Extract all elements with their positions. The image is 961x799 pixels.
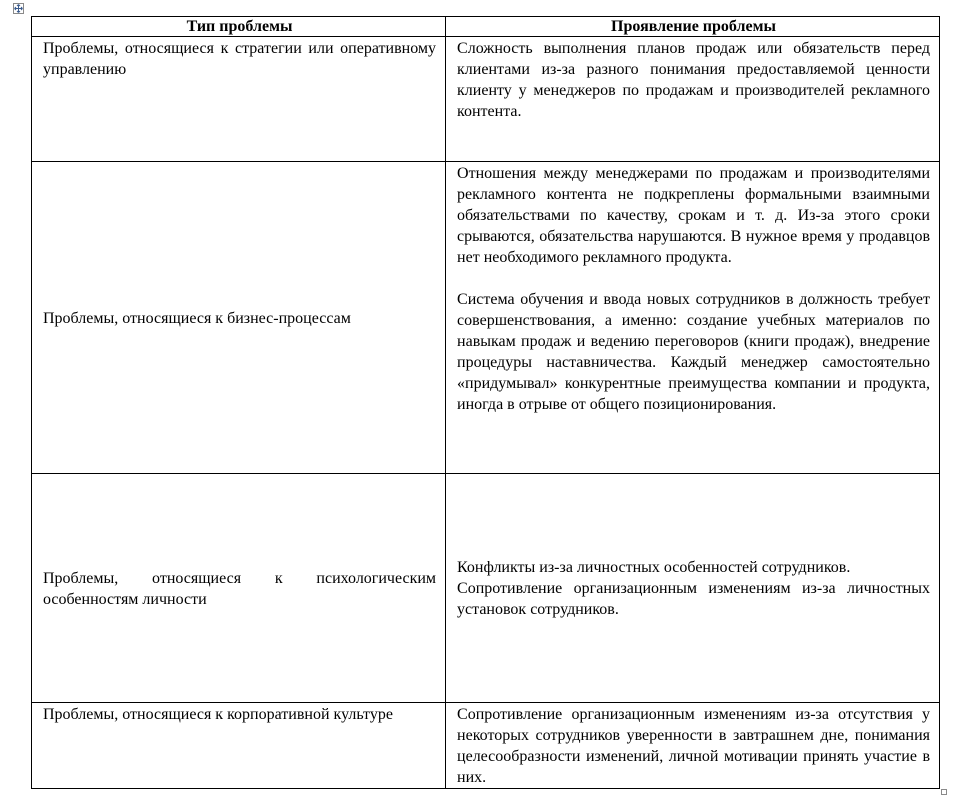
problem-manifestation-cell[interactable] (446, 474, 940, 703)
problem-type-cell[interactable] (32, 703, 446, 789)
problem-manifestation-cell[interactable] (446, 162, 940, 474)
manifestation-paragraph: Система обучения и ввода новых сотрудников в должность требует совершенствования, а именно: создание учебных материалов по навыкам продаж и ведению переговоров (книги продаж), внедрение процедуры наставничества. Каждый менеджер самостоятельно «придумывал» конкурентные преимущества компании и продукта, иногда в отрыве от общего позиционирования. (457, 291, 930, 413)
problems-table (31, 16, 940, 789)
problem-type-text: Проблемы, относящиеся к психологическим особенностям личности (43, 569, 437, 608)
problem-manifestation-cell[interactable] (446, 703, 940, 789)
manifestation-paragraph: Отношения между менеджерами по продажам и производителями рекламного контента не подкреплены формальными взаимными обязательствами по качеству, срокам и т. д. Из-за этого сроки срываются, обязательства нарушаются. В нужное время у продавцов нет необходимого рекламного продукта. (457, 165, 930, 266)
table-row (32, 703, 940, 789)
manifestation-paragraph: Сложность выполнения планов продаж или обязательств перед клиентами из-за разного понимания предоставляемой ценности клиенту у менеджеров по продажам и производителей рекламного контента. (457, 40, 930, 120)
manifestation-paragraph: Сопротивление организационным изменениям из-за отсутствия у некоторых сотрудников уверенности в завтрашнем дне, понимания целесообразности изменений, личной мотивации принять участие в них. (457, 706, 930, 786)
problem-type-cell[interactable] (32, 474, 446, 703)
paragraph-spacer (457, 268, 930, 289)
header-problem-type: Тип проблемы (32, 17, 446, 37)
manifestation-paragraph: Сопротивление организационным изменениям из-за личностных установок сотрудников. (457, 580, 930, 618)
problem-type-cell[interactable] (32, 162, 446, 474)
manifestation-paragraph: Конфликты из-за личностных особенностей сотрудников. (457, 559, 851, 576)
header-problem-manifestation: Проявление проблемы (446, 17, 940, 37)
problem-manifestation-cell[interactable] (446, 37, 940, 162)
table-row (32, 37, 940, 162)
table-move-handle-icon[interactable] (13, 3, 24, 14)
problem-type-text: Проблемы, относящиеся к корпоративной культуре (43, 706, 393, 723)
table-header-row (32, 17, 940, 37)
problem-type-text: Проблемы, относящиеся к бизнес-процессам (43, 309, 351, 327)
problem-type-text: Проблемы, относящиеся к стратегии или оперативному управлению (43, 40, 437, 78)
problem-type-cell[interactable] (32, 37, 446, 162)
table-resize-handle-icon[interactable] (941, 789, 947, 795)
table-row (32, 162, 940, 474)
table-row (32, 474, 940, 703)
